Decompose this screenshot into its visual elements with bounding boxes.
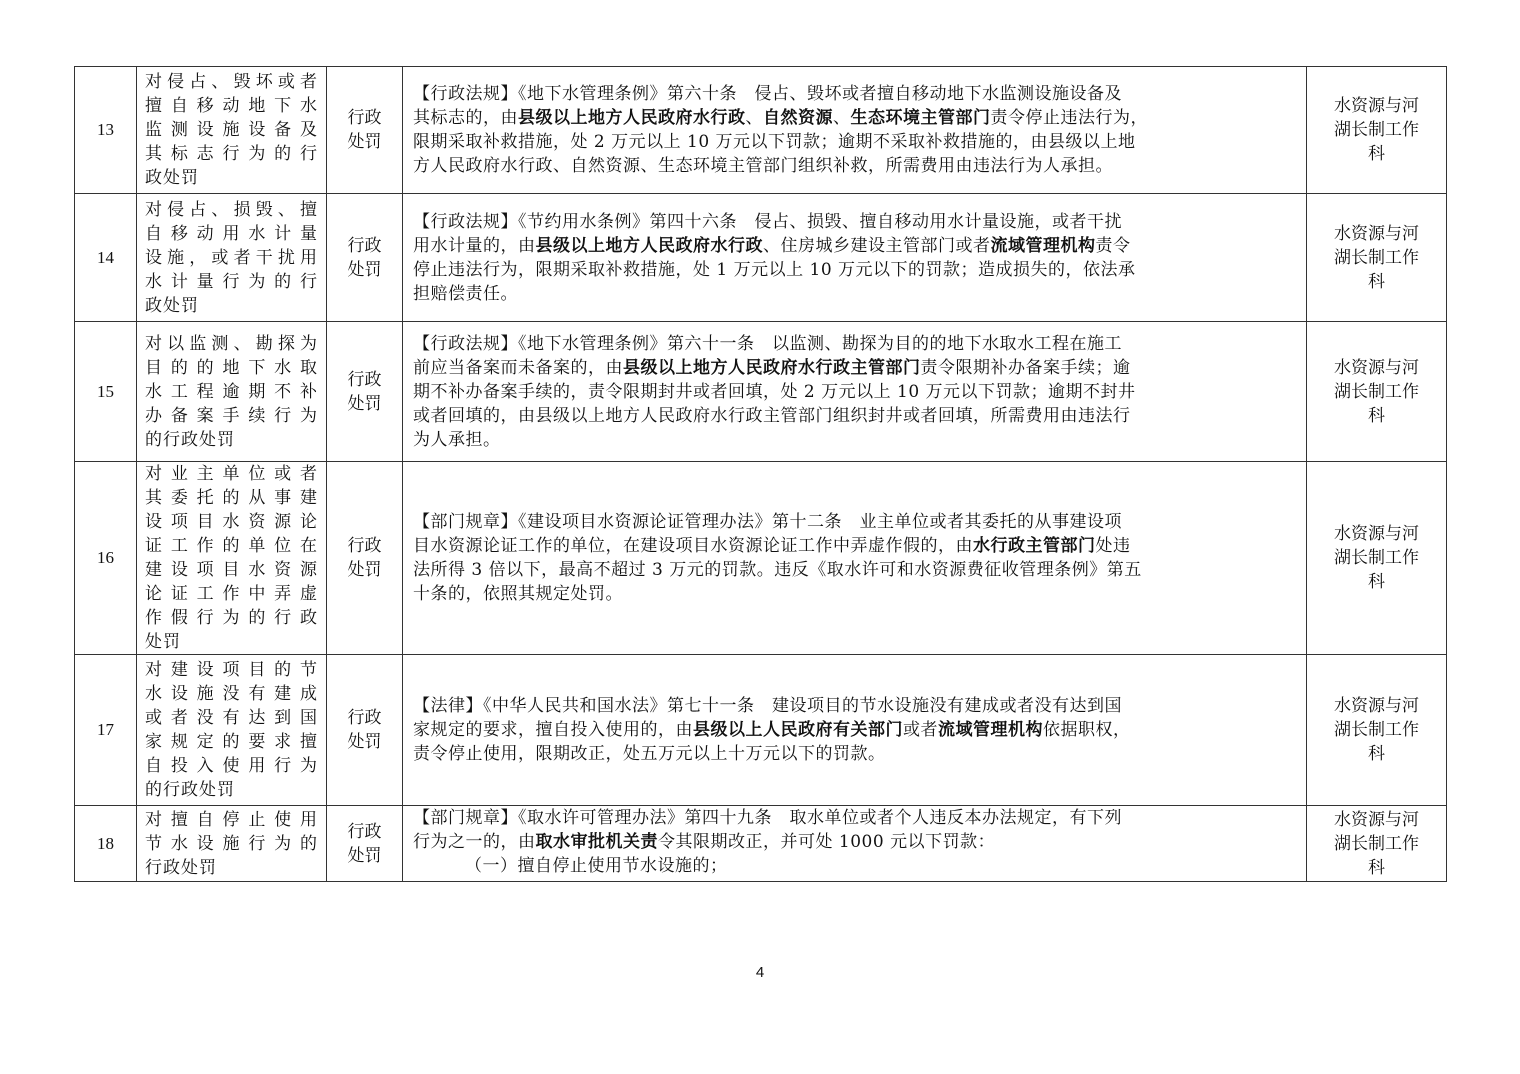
legal-basis-line: [413, 718, 1296, 742]
legal-text: 责令: [1095, 235, 1131, 256]
legal-basis-line: [413, 830, 1296, 854]
legal-basis-line: [413, 130, 1296, 154]
legal-text: 责令停止违法行为，: [990, 108, 1148, 128]
responsible-dept-line: 水资源与河: [1334, 96, 1419, 116]
legal-basis-line: [413, 380, 1296, 404]
legal-text: 用水计量的，由: [413, 235, 536, 256]
item-name-line: 或者没有达到国: [145, 708, 318, 728]
legal-basis-line: [413, 356, 1296, 380]
item-name-line: 水工程逾期不补: [145, 381, 318, 402]
legal-text: 或者: [903, 720, 938, 740]
penalty-type-line: 行政: [347, 536, 382, 556]
legal-basis-cell: [403, 67, 1307, 194]
legal-text: 法所得 3 倍以下，最高不超过 3 万元的罚款。违反《取水许可和水资源费征收管理条例》第五: [413, 560, 1142, 580]
item-name-line: 节水设施行为的: [145, 833, 318, 854]
legal-text: 方人民政府水行政、自然资源、生态环境主管部门组织补救，所需费用由违法行为人承担。: [413, 156, 1113, 176]
row-number: 15: [75, 322, 137, 462]
item-name-cell: [137, 67, 327, 194]
penalty-type-line: 处罚: [347, 845, 382, 866]
legal-basis-line: [413, 534, 1296, 558]
legal-basis-line: [413, 854, 1296, 878]
item-name-line: 证工作的单位在: [145, 536, 318, 556]
penalty-type-line: 处罚: [347, 560, 382, 580]
legal-text: 【部门规章】《建设项目水资源论证管理办法》第十二条 业主单位或者其委托的从事建设项: [413, 512, 1122, 532]
legal-text: 行为之一的，由: [413, 832, 536, 852]
legal-basis-line: [413, 106, 1296, 130]
responsible-dept-line: 水资源与河: [1334, 524, 1419, 544]
item-name-line: 的行政处罚: [145, 429, 235, 450]
page-number: 4: [755, 964, 765, 981]
legal-text: 【行政法规】《地下水管理条例》第六十一条 以监测、勘探为目的的地下水取水工程在施工: [413, 333, 1122, 354]
item-name-line: 水设施没有建成: [145, 684, 318, 704]
legal-basis-line: [413, 154, 1296, 178]
item-name-line: 监测设施设备及: [145, 120, 318, 140]
legal-basis-cell: [403, 322, 1307, 462]
penalty-type-line: 行政: [347, 235, 382, 256]
row-number: 13: [75, 67, 137, 194]
responsible-dept-line: 湖长制工作: [1334, 548, 1419, 568]
legal-text: 期不补办备案手续的，责令限期封井或者回填，处 2 万元以上 10 万元以下罚款；逾期不封井: [413, 381, 1136, 402]
item-name-line: 行政处罚: [145, 857, 217, 878]
table-row: [75, 806, 1447, 882]
penalty-type-cell: [327, 655, 403, 806]
penalty-type-cell: [327, 67, 403, 194]
responsible-dept-line: 科: [1368, 572, 1385, 592]
table-row: [75, 462, 1447, 655]
table-row: [75, 655, 1447, 806]
item-name-line: 对建设项目的节: [145, 660, 318, 680]
legal-basis-line: [413, 258, 1296, 282]
responsible-dept-line: 水资源与河: [1334, 809, 1419, 830]
item-name-line: 对擅自停止使用: [145, 809, 318, 830]
legal-basis-line: [413, 404, 1296, 428]
item-name-line: 擅自移动地下水: [145, 96, 318, 116]
legal-text: 【部门规章】《取水许可管理办法》第四十九条 取水单位或者个人违反本办法规定，有下列: [413, 808, 1122, 828]
authority-highlight: 自然资源: [763, 108, 833, 128]
penalty-type-line: 行政: [347, 708, 382, 728]
authority-highlight: 流域管理机构: [990, 235, 1096, 256]
legal-text: 依据职权，: [1043, 720, 1131, 740]
responsible-dept-cell: [1307, 67, 1447, 194]
item-name-line: 对业主单位或者: [145, 464, 318, 484]
legal-basis-line: [413, 82, 1296, 106]
legal-basis-line: [413, 806, 1296, 830]
item-name-line: 对侵占、毁坏或者: [145, 72, 318, 92]
item-name-line: 自投入使用行为: [145, 756, 318, 776]
responsible-dept-line: 科: [1368, 271, 1385, 292]
legal-text: 为人承担。: [413, 429, 501, 450]
authority-highlight: 县级以上地方人民政府水行政: [518, 108, 746, 128]
responsible-dept-line: 湖长制工作: [1334, 381, 1419, 402]
legal-text: 停止违法行为，限期采取补救措施，处 1 万元以上 10 万元以下的罚款；造成损失的，依法承: [413, 259, 1136, 280]
table-body: [75, 67, 1447, 882]
table-row: [75, 194, 1447, 322]
legal-text: 十条的，依照其规定处罚。: [413, 584, 623, 604]
item-name-line: 目的的地下水取: [145, 357, 318, 378]
responsible-dept-line: 水资源与河: [1334, 357, 1419, 378]
authority-highlight: 流域管理机构: [938, 720, 1043, 740]
legal-basis-line: [413, 742, 1296, 766]
item-name-cell: [137, 655, 327, 806]
legal-text: 、: [745, 108, 763, 128]
item-name-line: 设施，或者干扰用: [145, 247, 318, 268]
item-name-line: 的行政处罚: [145, 780, 235, 800]
responsible-dept-cell: [1307, 655, 1447, 806]
legal-basis-cell: [403, 806, 1307, 882]
item-name-line: 论证工作中弄虚: [145, 584, 318, 604]
responsible-dept-line: 湖长制工作: [1334, 833, 1419, 854]
item-name-line: 办备案手续行为: [145, 405, 318, 426]
responsible-dept-cell: [1307, 806, 1447, 882]
penalty-type-line: 行政: [347, 108, 382, 128]
authority-highlight: 水行政主管部门: [973, 536, 1096, 556]
responsible-dept-line: 科: [1368, 744, 1385, 764]
penalty-type-cell: [327, 194, 403, 322]
item-name-line: 对以监测、勘探为: [145, 333, 318, 354]
legal-basis-line: [413, 332, 1296, 356]
authority-highlight: 生态环境主管部门: [850, 108, 991, 128]
responsible-dept-line: 水资源与河: [1334, 223, 1419, 244]
legal-basis-cell: [403, 462, 1307, 655]
item-name-line: 建设项目水资源: [145, 560, 318, 580]
responsible-dept-cell: [1307, 462, 1447, 655]
legal-basis-cell: [403, 194, 1307, 322]
penalty-type-line: 处罚: [347, 259, 382, 280]
row-number: 14: [75, 194, 137, 322]
legal-basis-line: [413, 582, 1296, 606]
legal-text: 责令停止使用，限期改正，处五万元以上十万元以下的罚款。: [413, 744, 886, 764]
authority-highlight: 取水审批机关责: [535, 832, 658, 852]
row-number: 17: [75, 655, 137, 806]
item-name-line: 其标志行为的行: [145, 144, 318, 164]
table-row: [75, 322, 1447, 462]
item-name-line: 设项目水资源论: [145, 512, 318, 532]
item-name-line: 自移动用水计量: [145, 223, 318, 244]
item-name-line: 对侵占、损毁、擅: [145, 199, 318, 220]
item-name-cell: [137, 462, 327, 655]
legal-basis-line: [413, 234, 1296, 258]
legal-basis-line: [413, 694, 1296, 718]
legal-basis-line: [413, 210, 1296, 234]
responsible-dept-line: 科: [1368, 144, 1385, 164]
penalty-type-line: 处罚: [347, 393, 382, 414]
penalty-type-cell: [327, 806, 403, 882]
responsible-dept-cell: [1307, 194, 1447, 322]
table-row: [75, 67, 1447, 194]
penalty-type-line: 行政: [347, 369, 382, 390]
legal-basis-line: [413, 282, 1296, 306]
authority-highlight: 县级以上人民政府有关部门: [693, 720, 903, 740]
item-name-line: 处罚: [145, 632, 181, 652]
legal-text: 处违: [1095, 536, 1131, 556]
responsible-dept-line: 湖长制工作: [1334, 247, 1419, 268]
legal-basis-line: [413, 510, 1296, 534]
item-name-cell: [137, 322, 327, 462]
legal-text: 【行政法规】《节约用水条例》第四十六条 侵占、损毁、擅自移动用水计量设施，或者干扰: [413, 211, 1122, 232]
authority-highlight: 县级以上地方人民政府水行政: [535, 235, 763, 256]
legal-text: 【行政法规】《地下水管理条例》第六十条 侵占、毁坏或者擅自移动地下水监测设施设备及: [413, 84, 1122, 104]
item-name-line: 家规定的要求擅: [145, 732, 318, 752]
authority-highlight: 县级以上地方人民政府水行政主管部门: [623, 357, 921, 378]
item-name-cell: [137, 194, 327, 322]
legal-text: 家规定的要求，擅自投入使用的，由: [413, 720, 693, 740]
legal-text: 或者回填的，由县级以上地方人民政府水行政主管部门组织封井或者回填，所需费用由违法行: [413, 405, 1131, 426]
penalty-type-line: 处罚: [347, 132, 382, 152]
responsible-dept-line: 水资源与河: [1334, 696, 1419, 716]
responsible-dept-cell: [1307, 322, 1447, 462]
item-name-cell: [137, 806, 327, 882]
legal-text: 限期采取补救措施，处 2 万元以上 10 万元以下罚款；逾期不采取补救措施的，由县级以上地: [413, 132, 1136, 152]
row-number: 18: [75, 806, 137, 882]
responsible-dept-line: 科: [1368, 857, 1385, 878]
legal-text: （一）擅自停止使用节水设施的；: [465, 856, 728, 876]
item-name-line: 政处罚: [145, 295, 199, 316]
legal-basis-cell: [403, 655, 1307, 806]
item-name-line: 政处罚: [145, 168, 199, 188]
penalty-type-line: 处罚: [347, 732, 382, 752]
legal-basis-line: [413, 558, 1296, 582]
item-name-line: 水计量行为的行: [145, 271, 318, 292]
responsible-dept-line: 湖长制工作: [1334, 120, 1419, 140]
item-name-line: 其委托的从事建: [145, 488, 318, 508]
responsible-dept-line: 科: [1368, 405, 1385, 426]
penalty-type-line: 行政: [347, 821, 382, 842]
legal-text: 前应当备案而未备案的，由: [413, 357, 623, 378]
item-name-line: 作假行为的行政: [145, 608, 318, 628]
responsible-dept-line: 湖长制工作: [1334, 720, 1419, 740]
row-number: 16: [75, 462, 137, 655]
legal-text: 目水资源论证工作的单位，在建设项目水资源论证工作中弄虚作假的，由: [413, 536, 973, 556]
legal-text: 、: [833, 108, 851, 128]
penalty-type-cell: [327, 462, 403, 655]
legal-text: 、住房城乡建设主管部门或者: [763, 235, 991, 256]
legal-text: 【法律】《中华人民共和国水法》第七十一条 建设项目的节水设施没有建成或者没有达到国: [413, 696, 1122, 716]
legal-text: 其标志的，由: [413, 108, 518, 128]
legal-text: 责令限期补办备案手续；逾: [920, 357, 1131, 378]
penalty-type-cell: [327, 322, 403, 462]
legal-text: 担赔偿责任。: [413, 283, 518, 304]
penalty-table: [74, 66, 1447, 882]
legal-basis-line: [413, 428, 1296, 452]
legal-text: 令其限期改正，并可处 1000 元以下罚款：: [658, 832, 996, 852]
